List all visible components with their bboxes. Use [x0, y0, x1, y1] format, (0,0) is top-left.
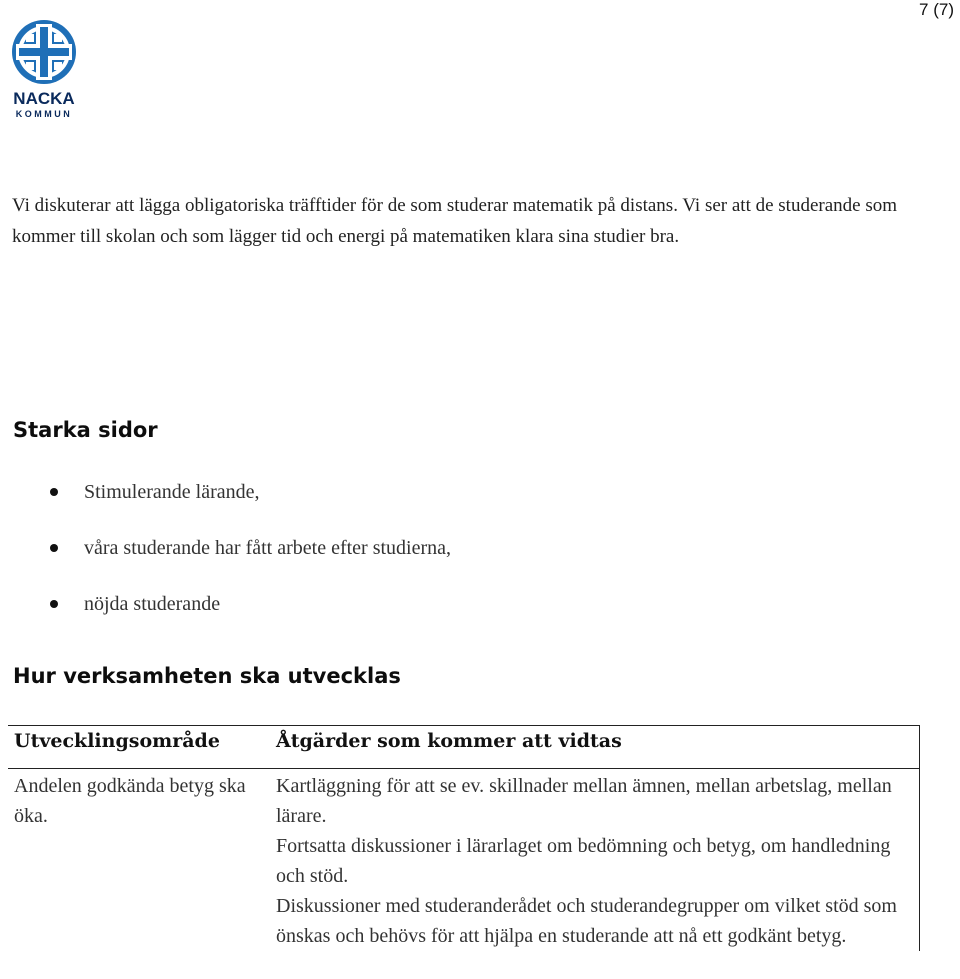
development-heading: Hur verksamheten ska utvecklas — [13, 664, 401, 688]
list-item-text: nöjda studerande — [84, 593, 221, 615]
bullet-icon — [50, 544, 58, 552]
strengths-list — [0, 474, 451, 642]
list-item-text: Stimulerande lärande, — [84, 481, 260, 503]
list-item — [0, 586, 451, 642]
column-header-area: Utvecklingsområde — [8, 726, 264, 769]
bullet-icon — [50, 488, 58, 496]
list-item-text: våra studerande har fått arbete efter studierna, — [84, 537, 452, 559]
table-header-row — [8, 726, 920, 769]
actions-cell — [264, 769, 920, 952]
action-item: Kartläggning för att se ev. skillnader mellan ämnen, mellan arbetslag, mellan lärare. — [276, 775, 892, 827]
list-item — [0, 530, 451, 586]
bullet-icon — [50, 600, 58, 608]
development-area-cell: Andelen godkända betyg ska öka. — [14, 775, 246, 827]
table-row — [8, 769, 920, 952]
page-number: 7 (7) — [919, 0, 954, 19]
intro-paragraph: Vi diskuterar att lägga obligatoriska träfftider för de som studerar matematik på distans. Vi ser att de studerande som kommer till skolan och som lägger tid och energi på matematiken klara sina studier bra. — [12, 195, 898, 247]
strengths-heading: Starka sidor — [13, 418, 158, 442]
nacka-kommun-logo — [10, 18, 82, 120]
list-item — [0, 474, 451, 530]
logo-name: NACKA — [13, 89, 75, 108]
logo-subtitle: KOMMUN — [15, 109, 73, 119]
nacka-emblem-icon — [10, 18, 82, 120]
action-item: Diskussioner med studeranderådet och studerandegrupper om vilket stöd som önskas och behövs för att hjälpa en studerande att nå ett godkänt betyg. — [276, 895, 897, 947]
development-table — [8, 725, 920, 951]
action-item: Fortsatta diskussioner i lärarlaget om bedömning och betyg, om handledning och stöd. — [276, 835, 891, 887]
column-header-actions: Åtgärder som kommer att vidtas — [264, 726, 920, 769]
